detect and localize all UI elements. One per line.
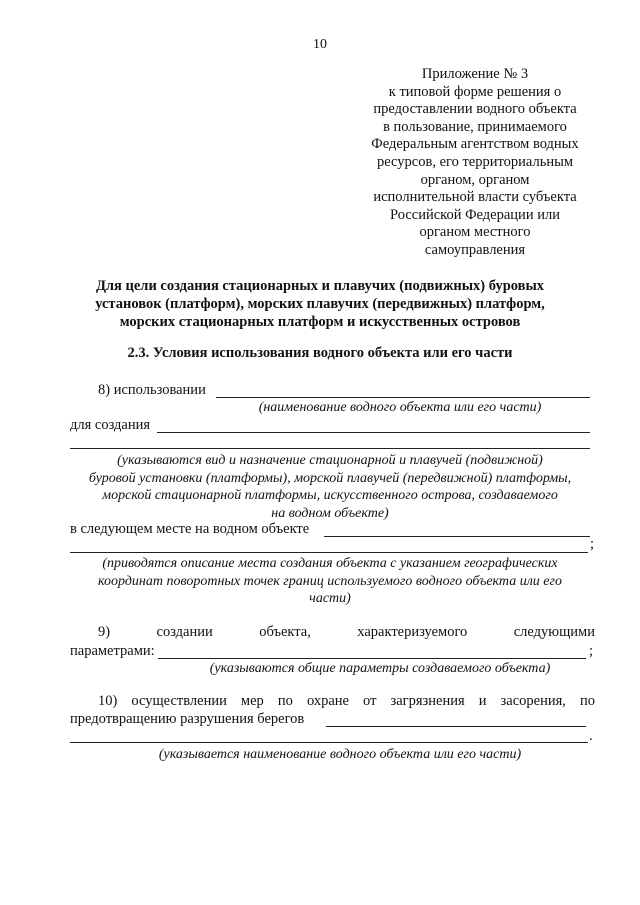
note-line: (приводятся описание места создания объекта с указанием географических (102, 556, 558, 571)
appendix-line: органом местного (419, 224, 531, 241)
item9-end-mark: ; (589, 643, 594, 659)
note-line: (указываются вид и назначение стационарной и плавучей (подвижной) (117, 453, 543, 468)
parameters-label: параметрами: (70, 643, 155, 659)
appendix-line: к типовой форме решения о (388, 83, 562, 100)
section-title: 2.3. Условия использования водного объекта или его части (127, 345, 513, 361)
heading-line: Для цели создания стационарных и плавучих (подвижных) буровых (95, 278, 545, 294)
note-line: буровой установки (платформы), морской плавучей (передвижной) платформы, (88, 470, 572, 486)
item8-end-mark: ; (590, 536, 595, 552)
note-line: координат поворотных точек границ используемого водного объекта или его (97, 573, 562, 589)
appendix-line: в пользование, принимаемого (383, 118, 567, 135)
item9-word: 9) (98, 624, 111, 640)
appendix-line: предоставлении водного объекта (373, 101, 577, 118)
item9-line1 (98, 624, 595, 641)
water-body-name-field[interactable] (216, 397, 590, 398)
appendix-block (355, 66, 595, 260)
note-line: части) (309, 591, 351, 606)
item8-label: 8) использовании (98, 382, 206, 398)
item10-word: по (277, 693, 293, 709)
appendix-line: самоуправления (424, 241, 526, 258)
item10-line2: предотвращению разрушения берегов (70, 711, 305, 727)
item9-word: следующими (513, 624, 595, 640)
item10-word: засорения, (500, 693, 566, 709)
place-field-cont[interactable] (70, 552, 588, 553)
item9-note: (указываются общие параметры создаваемого объекта) (209, 661, 551, 676)
shore-protection-field-cont[interactable] (70, 742, 588, 743)
appendix-line: Российской Федерации или (390, 206, 560, 223)
item10-word: от (363, 693, 377, 709)
item10-word: загрязнения (390, 693, 465, 709)
parameters-field[interactable] (158, 658, 586, 659)
appendix-line: исполнительной власти субъекта (373, 189, 577, 206)
installation-type-field-cont[interactable] (70, 448, 590, 449)
item10-end-mark: . (589, 728, 593, 744)
appendix-line: Федеральным агентством водных (371, 136, 579, 153)
page-number: 10 (313, 37, 327, 52)
item10-word: мер (240, 693, 264, 709)
item10-word: 10) (98, 693, 118, 709)
appendix-line: органом, органом (420, 171, 530, 188)
item10-word: по (579, 693, 595, 709)
item10-word: и (478, 693, 487, 709)
place-label: в следующем месте на водном объекте (70, 521, 310, 537)
item8-note-place (70, 555, 590, 608)
item9-word: объекта, (259, 624, 311, 640)
note-line: морской стационарной платформы, искусственного острова, создаваемого (102, 488, 558, 503)
shore-protection-field[interactable] (326, 726, 586, 727)
item10-word: охране (306, 693, 349, 709)
item10-word: осуществлении (131, 693, 227, 709)
heading-line: установок (платформ), морских плавучих (передвижных) платформ, (95, 296, 545, 313)
item9-word: характеризуемого (357, 624, 468, 640)
note-line: на водном объекте) (271, 505, 389, 521)
purpose-label: для создания (70, 417, 151, 433)
purpose-heading (60, 277, 580, 332)
heading-line: морских стационарных платформ и искусственных островов (119, 314, 521, 331)
item8-note-water-body: (наименование водного объекта или его части) (258, 400, 542, 415)
item9-word: создании (156, 624, 213, 640)
appendix-line: ресурсов, его территориальным (377, 153, 573, 170)
item10-note: (указывается наименование водного объекта или его части) (158, 747, 522, 762)
item10-line1 (98, 693, 595, 710)
place-field[interactable] (324, 536, 590, 537)
appendix-line: Приложение № 3 (421, 66, 529, 82)
item8-note-installation (70, 452, 590, 522)
installation-type-field[interactable] (157, 432, 590, 433)
